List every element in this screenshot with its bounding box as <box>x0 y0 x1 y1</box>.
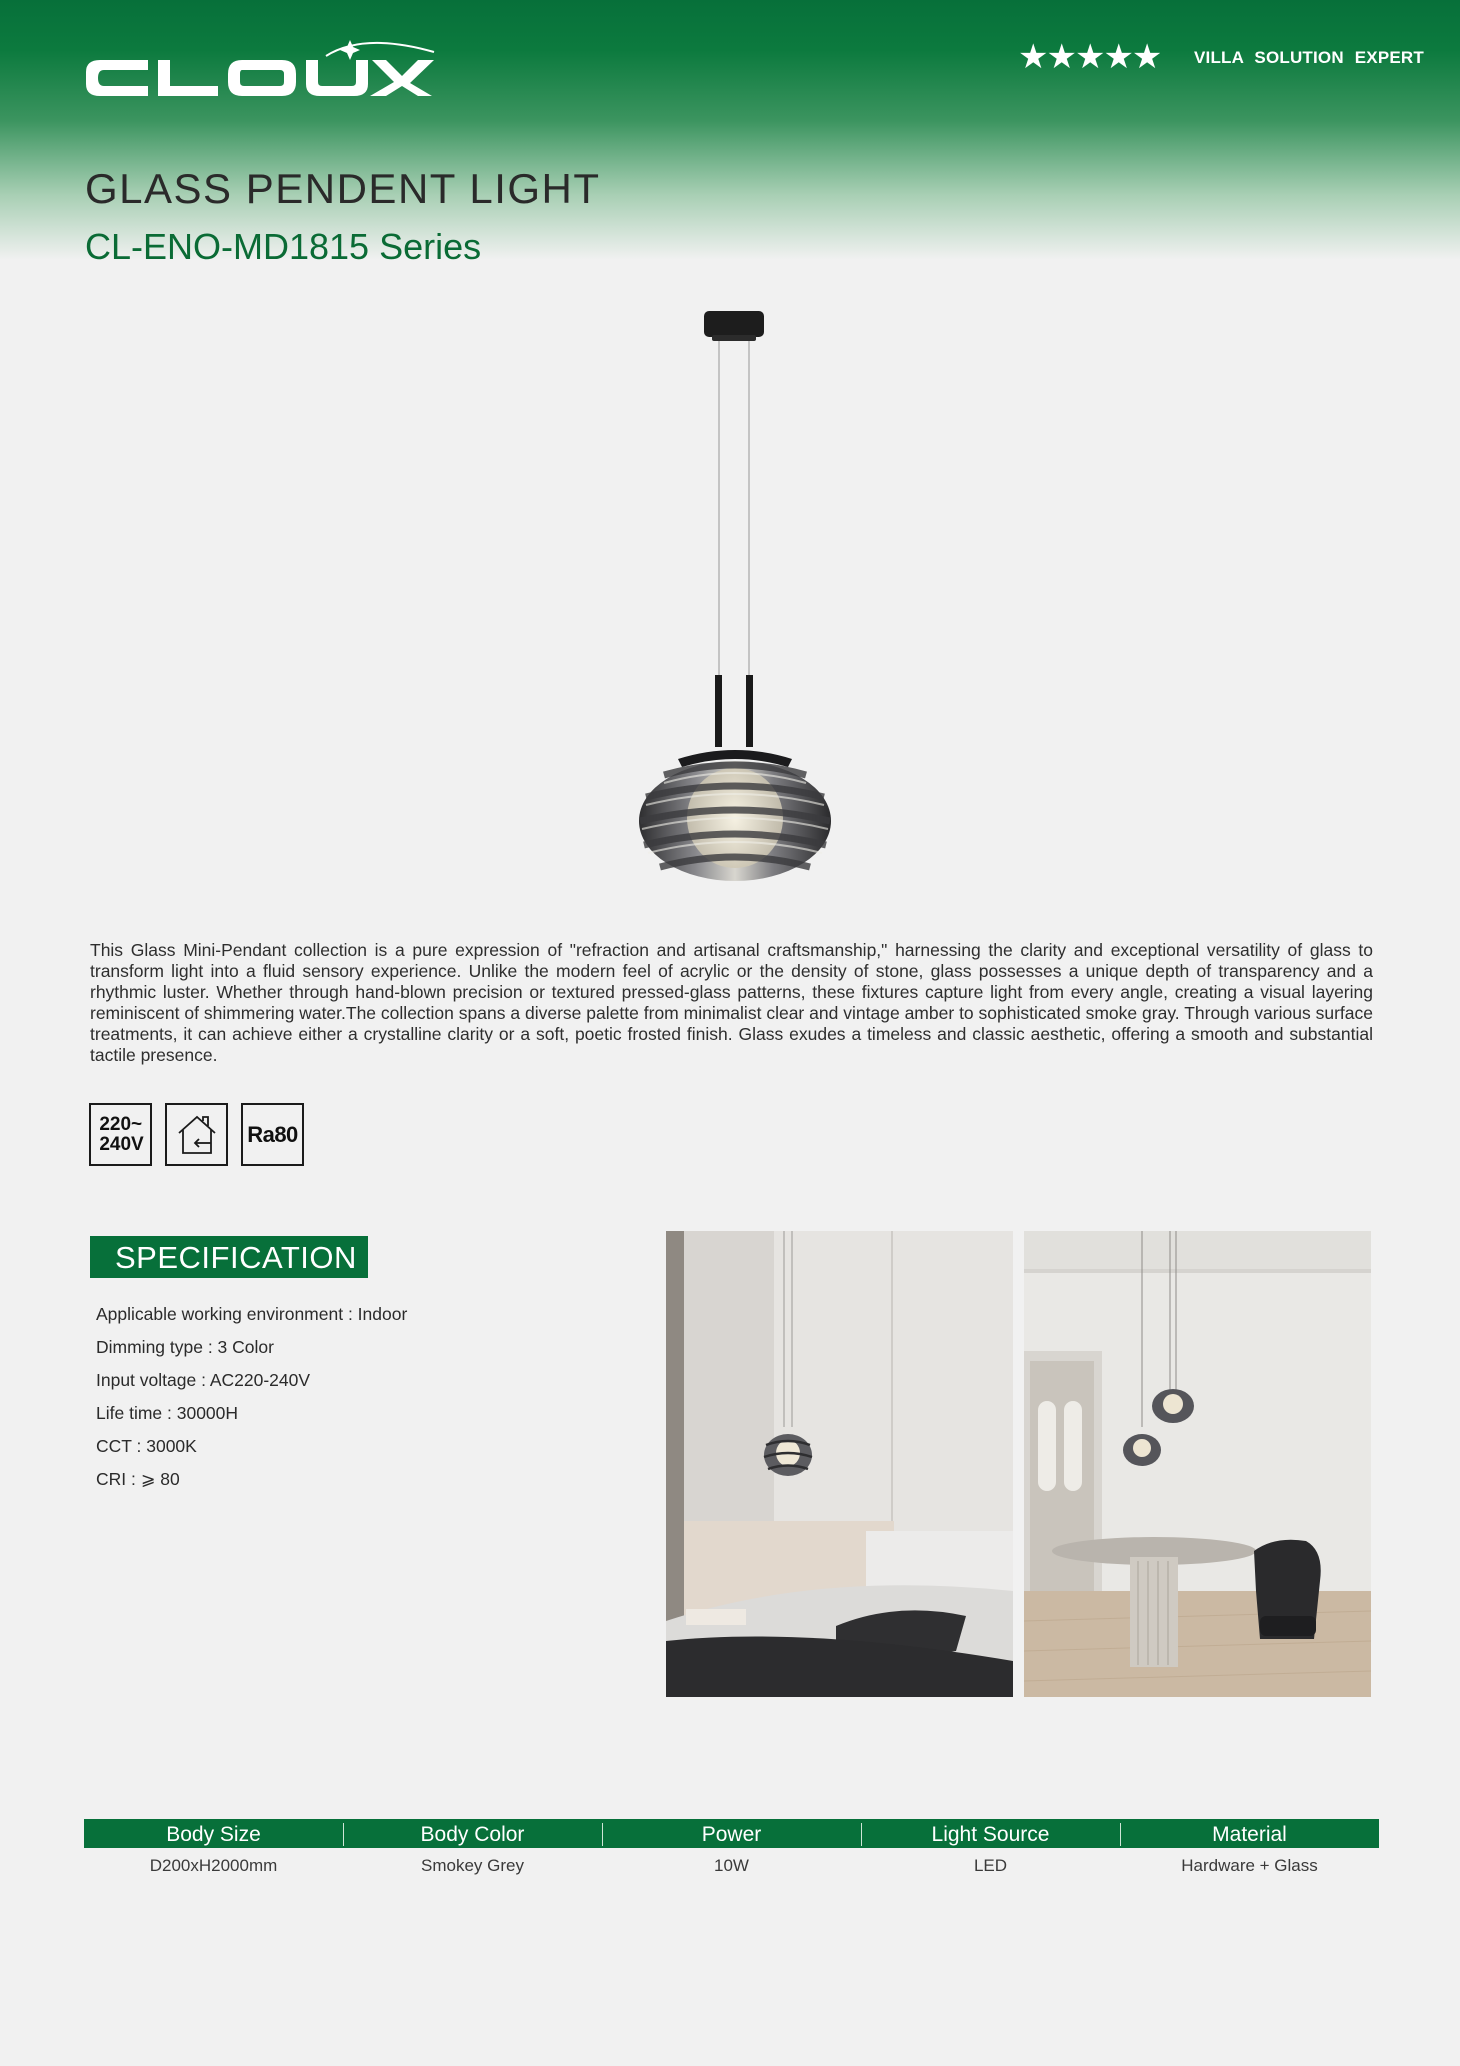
product-description: This Glass Mini-Pendant collection is a pure expression of "refraction and artisanal craftsmanship," harnessing the clarity and exceptional versatility of glass to transform light into a fluid sensory experience. Unlike the modern feel of acrylic or the density of stone, glass possesses a unique depth of transparency and a rhythmic luster. Whether through hand-blown precision or textured pressed-glass patterns, these fixtures capture light from every angle, creating a visual layering reminiscent of shimmering water.The collection spans a diverse palette from minimalist clear and vintage amber to sophisticated smoke gray. Through various surface treatments, it can achieve either a crystalline clarity or a soft, poetic frosted finish. Glass exudes a timeless and classic aesthetic, offering a smooth and substantial tactile presence. <box>90 940 1373 1065</box>
table-cell: D200xH2000mm <box>149 1856 278 1875</box>
table-row <box>84 1848 1379 1884</box>
spec-item: Applicable working environment : Indoor <box>96 1304 408 1324</box>
cri-badge-label: Ra80 <box>247 1121 298 1147</box>
spec-item: Input voltage : AC220-240V <box>96 1370 311 1390</box>
dining-scene-photo <box>1024 1231 1371 1697</box>
table-header-cell: Body Color <box>343 1819 602 1848</box>
table-cell: 10W <box>714 1856 749 1875</box>
table-cell: Hardware + Glass <box>1181 1856 1318 1875</box>
cri-badge <box>241 1103 304 1166</box>
table-cell: Smokey Grey <box>421 1856 524 1875</box>
spec-item: Dimming type : 3 Color <box>96 1337 274 1357</box>
specification-list <box>96 1302 407 1500</box>
brand-logo <box>82 38 442 108</box>
bedroom-scene-photo <box>666 1231 1013 1697</box>
table-header-cell: Light Source <box>861 1819 1120 1848</box>
page-title: GLASS PENDENT LIGHT <box>85 165 601 212</box>
voltage-line-1: 220~ <box>99 1113 143 1135</box>
indoor-house-icon <box>173 1111 221 1159</box>
table-header-cell: Material <box>1120 1819 1379 1848</box>
specification-heading: SPECIFICATION <box>90 1236 368 1278</box>
spec-item: CCT : 3000K <box>96 1436 197 1456</box>
voltage-badge <box>89 1103 152 1166</box>
table-header-row <box>84 1819 1379 1848</box>
tagline: VILLA SOLUTION EXPERT <box>1194 48 1424 67</box>
product-spec-table <box>84 1819 1379 1884</box>
product-image <box>620 305 850 905</box>
series-name: CL-ENO-MD1815 Series <box>85 226 482 267</box>
indoor-badge <box>165 1103 228 1166</box>
voltage-line-2: 240V <box>99 1133 144 1155</box>
table-header-cell: Power <box>602 1819 861 1848</box>
spec-item: Life time : 30000H <box>96 1403 239 1423</box>
feature-badges <box>89 1103 304 1166</box>
table-cell: LED <box>973 1856 1008 1875</box>
rating-stars: ★★★★★ <box>1018 37 1161 77</box>
spec-item: CRI : ⩾ 80 <box>96 1469 180 1489</box>
table-header-cell: Body Size <box>166 1823 261 1846</box>
